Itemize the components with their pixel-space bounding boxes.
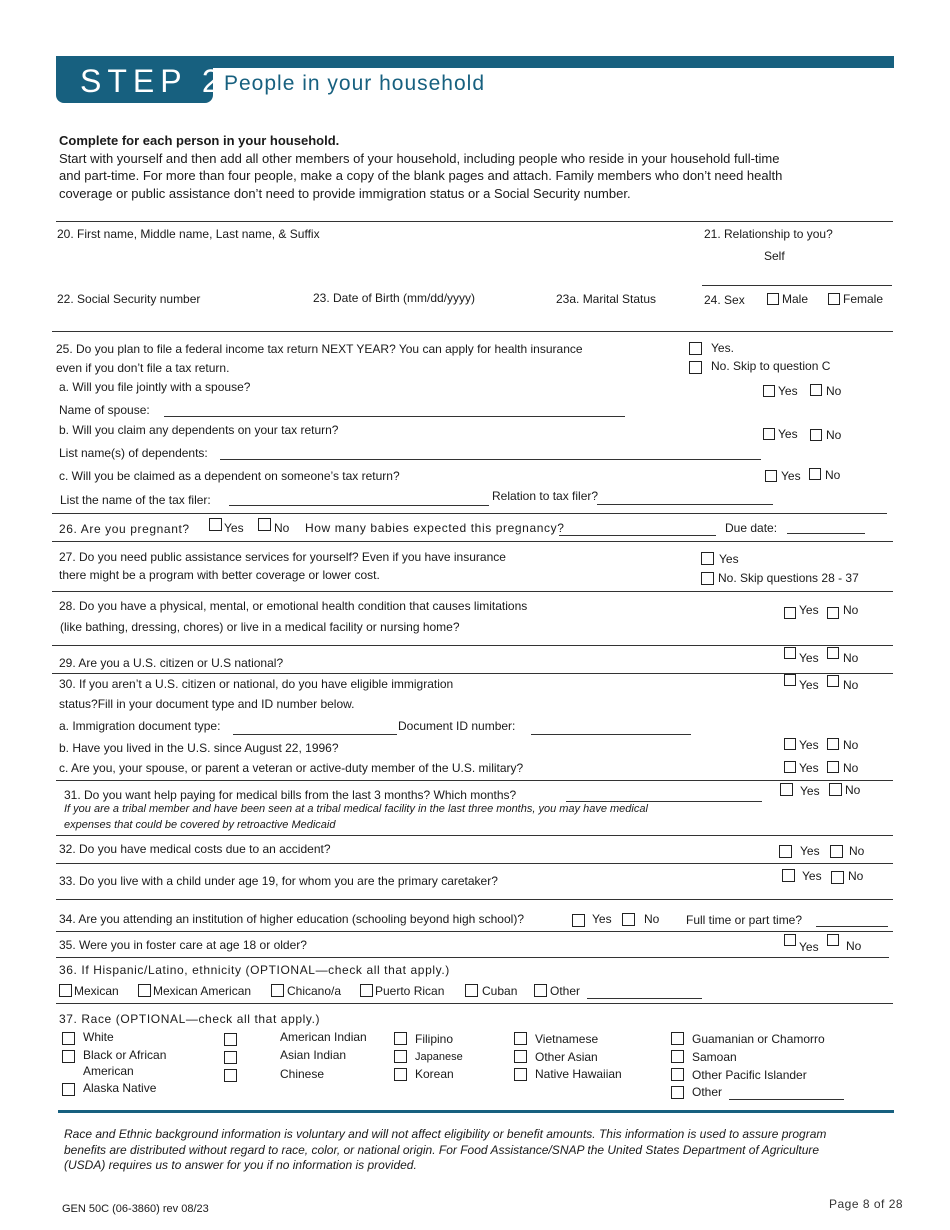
q31-note-2: expenses that could be covered by retroactive Medicaid [64,819,336,831]
q26-no-label: No [274,521,290,535]
q37-option-label: American [83,1064,134,1078]
q26-yes-checkbox[interactable] [209,518,222,531]
q30-no-label: No [843,678,859,692]
q25b-yes-checkbox[interactable] [763,428,775,440]
q27-yes-label: Yes [719,552,739,566]
q25a-no-checkbox[interactable] [810,384,822,396]
q30c-yes-label: Yes [799,761,819,775]
spouse-name-field[interactable] [164,416,625,417]
q37-option-label: Guamanian or Chamorro [692,1032,825,1046]
babies-field[interactable] [559,535,716,536]
q30a-docid-label: Document ID number: [398,719,516,733]
intro-line-2: and part-time. For more than four people, make a copy of the blank pages and attach. Family members who don’t need health [59,168,783,183]
intro-heading: Complete for each person in your household. [59,133,340,148]
q28-yes-checkbox[interactable] [784,607,796,619]
q36-other-field[interactable] [587,998,702,999]
q25a-label: a. Will you file jointly with a spouse? [59,380,251,394]
q25-no-label: No. Skip to question C [711,359,831,373]
q37-option-label: White [83,1030,114,1044]
divider [52,673,893,674]
q24-label: 24. Sex [704,293,745,307]
q22-label: 22. Social Security number [57,292,201,306]
q37-japanese-checkbox[interactable] [394,1050,407,1063]
q26-yes-label: Yes [224,521,244,535]
q30c-no-label: No [843,761,859,775]
q36-cuban-checkbox[interactable] [465,984,478,997]
divider [56,863,893,864]
q27-no-label: No. Skip questions 28 - 37 [718,571,859,585]
q23-label: 23. Date of Birth (mm/dd/yyyy) [313,291,476,305]
q23a-label: 23a. Marital Status [556,292,657,306]
which-months-field[interactable] [566,801,762,802]
q37-samoan-checkbox[interactable] [671,1050,684,1063]
q35-yes-checkbox[interactable] [784,934,796,946]
q36-chicano-checkbox[interactable] [271,984,284,997]
intro-line-1: Start with yourself and then add all other members of your household, including people who reside in your household full-time [59,151,780,166]
q25b-yes-label: Yes [778,427,798,441]
q35-label: 35. Were you in foster care at age 18 or older? [59,938,307,952]
q37-option-label: American Indian [280,1030,367,1044]
due-date-field[interactable] [787,533,865,534]
q32-no-checkbox[interactable] [830,845,843,858]
q26-label: 26. Are you pregnant? [59,522,190,536]
divider [52,331,893,332]
footer-note-2: benefits are distributed without regard to race, color, or national origin. For Food Assistance/SNAP the United States Department of Agriculture [64,1143,820,1157]
q37-guamanian-checkbox[interactable] [671,1032,684,1045]
q24-female-label: Female [843,292,884,306]
divider [56,221,893,222]
q25c-no-label: No [825,468,841,482]
q36-option-label: Other [550,984,581,998]
q30a-label: a. Immigration document type: [59,719,221,733]
q37-other-checkbox[interactable] [671,1086,684,1099]
q37-asian-indian-checkbox[interactable] [224,1051,237,1064]
q30b-yes-checkbox[interactable] [784,738,796,750]
footer-rule [58,1110,894,1113]
divider [56,835,893,836]
divider [56,1003,893,1004]
q37-other-asian-checkbox[interactable] [514,1050,527,1063]
full-part-time-field[interactable] [816,926,888,927]
q28-line-2: (like bathing, dressing, chores) or live in a medical facility or nursing home? [60,620,460,634]
q37-option-label: Other Asian [535,1050,598,1064]
q28-yes-label: Yes [799,603,819,617]
q37-korean-checkbox[interactable] [394,1068,407,1081]
q25a-yes-checkbox[interactable] [763,385,775,397]
q25a-spouse-label: Name of spouse: [59,403,150,417]
q37-native-hawaiian-checkbox[interactable] [514,1068,527,1081]
q32-label: 32. Do you have medical costs due to an accident? [59,842,331,856]
q25c-tax-filer-label: List the name of the tax filer: [60,493,211,507]
q30b-no-label: No [843,738,859,752]
q37-option-label: Filipino [415,1032,454,1046]
q37-other-field[interactable] [729,1099,844,1100]
dependents-field[interactable] [220,459,761,460]
relation-field[interactable] [597,504,773,505]
q25c-yes-checkbox[interactable] [765,470,777,482]
q21-value[interactable]: Self [764,249,785,263]
q35-yes-label: Yes [799,940,819,954]
q36-mexican-checkbox[interactable] [59,984,72,997]
q25b-no-checkbox[interactable] [810,429,822,441]
q34-no-label: No [644,912,660,926]
divider [52,513,887,514]
q37-american-indian-checkbox[interactable] [224,1033,237,1046]
q24-female-checkbox[interactable] [828,293,840,305]
q31-note-1: If you are a tribal member and have been seen at a tribal medical facility in the last three months, you may have medical [64,803,648,815]
q31-yes-checkbox[interactable] [780,783,793,796]
q36-option-label: Mexican [74,984,119,998]
q25b-dependents-label: List name(s) of dependents: [59,446,208,460]
q30-line-1: 30. If you aren’t a U.S. citizen or national, do you have eligible immigration [59,677,454,691]
q33-no-label: No [848,869,864,883]
q36-option-label: Cuban [482,984,518,998]
q37-black-checkbox[interactable] [62,1050,75,1063]
q29-no-label: No [843,651,859,665]
q36-puerto-rican-checkbox[interactable] [360,984,373,997]
footer-note-3: (USDA) requires us to answer for you if no information is provided. [64,1158,417,1172]
q37-option-label: Asian Indian [280,1048,347,1062]
q37-option-label: Black or African [83,1048,167,1062]
section-title: People in your household [224,72,486,95]
q27-no-checkbox[interactable] [701,572,714,585]
q25b-no-label: No [826,428,842,442]
divider [52,591,893,592]
q32-yes-label: Yes [800,844,820,858]
q29-yes-label: Yes [799,651,819,665]
q28-line-1: 28. Do you have a physical, mental, or emotional health condition that causes limitations [59,599,528,613]
q30-line-2: status?Fill in your document type and ID number below. [59,697,355,711]
q29-no-checkbox[interactable] [827,647,839,659]
q37-option-label: Japanese [415,1051,463,1063]
q37-white-checkbox[interactable] [62,1032,75,1045]
q30c-no-checkbox[interactable] [827,761,839,773]
q30b-label: b. Have you lived in the U.S. since August 22, 1996? [59,741,339,755]
footer-note-1: Race and Ethnic background information is voluntary and will not affect eligibility or benefit amounts. This information is used to assure program [64,1127,827,1141]
q25-line-2: even if you don’t file a tax return. [56,361,230,375]
divider [52,541,893,542]
q28-no-checkbox[interactable] [827,607,839,619]
q33-no-checkbox[interactable] [831,871,844,884]
q36-label: 36. If Hispanic/Latino, ethnicity (OPTIONAL—check all that apply.) [59,963,450,977]
q37-option-label: Korean [415,1067,454,1081]
tax-filer-field[interactable] [229,505,489,506]
q36-option-label: Puerto Rican [375,984,445,998]
q31-yes-label: Yes [800,784,820,798]
divider [52,645,893,646]
q37-option-label: Other Pacific Islander [692,1068,807,1082]
q37-other-pacific-islander-checkbox[interactable] [671,1068,684,1081]
q25-yes-checkbox[interactable] [689,342,702,355]
divider [56,780,893,781]
q32-yes-checkbox[interactable] [779,845,792,858]
q36-option-label: Chicano/a [287,984,342,998]
q37-option-label: Chinese [280,1067,325,1081]
q37-option-label: Alaska Native [83,1081,157,1095]
q25c-relation-label: Relation to tax filer? [492,489,599,503]
q37-option-label: Samoan [692,1050,737,1064]
step-label: STEP 2 [80,63,226,99]
q25c-label: c. Will you be claimed as a dependent on someone’s tax return? [59,469,400,483]
q26-due-label: Due date: [725,521,778,535]
divider [56,957,889,958]
q37-filipino-checkbox[interactable] [394,1032,407,1045]
q30-yes-label: Yes [799,678,819,692]
divider [56,899,893,900]
q37-option-label: Other [692,1085,723,1099]
q25a-yes-label: Yes [778,384,798,398]
form-id: GEN 50C (06-3860) rev 08/23 [62,1203,209,1215]
q30c-label: c. Are you, your spouse, or parent a veteran or active-duty member of the U.S. military? [59,761,524,775]
immigration-doc-type-field[interactable] [233,734,397,735]
q29-label: 29. Are you a U.S. citizen or U.S national? [59,656,284,670]
q20-label: 20. First name, Middle name, Last name, & Suffix [57,227,320,241]
q25c-yes-label: Yes [781,469,801,483]
q33-yes-checkbox[interactable] [782,869,795,882]
q37-option-label: Vietnamese [535,1032,599,1046]
q30b-no-checkbox[interactable] [827,738,839,750]
q31-no-label: No [845,783,861,797]
q25b-label: b. Will you claim any dependents on your tax return? [59,423,339,437]
q36-option-label: Mexican American [153,984,252,998]
q34-yes-label: Yes [592,912,612,926]
q29-yes-checkbox[interactable] [784,647,796,659]
q36-other-checkbox[interactable] [534,984,547,997]
q35-no-checkbox[interactable] [827,934,839,946]
q26-no-checkbox[interactable] [258,518,271,531]
q37-vietnamese-checkbox[interactable] [514,1032,527,1045]
q25-no-checkbox[interactable] [689,361,702,374]
q28-no-label: No [843,603,859,617]
q37-chinese-checkbox[interactable] [224,1069,237,1082]
q30-yes-checkbox[interactable] [784,674,796,686]
q34-label: 34. Are you attending an institution of higher education (schooling beyond high school)? [59,912,524,926]
q25-line-1: 25. Do you plan to file a federal income tax return NEXT YEAR? You can apply for health insurance [56,342,583,356]
q30c-yes-checkbox[interactable] [784,761,796,773]
document-id-field[interactable] [531,734,691,735]
q21-label: 21. Relationship to you? [704,227,833,241]
q25c-no-checkbox[interactable] [809,468,821,480]
q35-no-label: No [846,939,862,953]
q34-yes-checkbox[interactable] [572,914,585,927]
q34-no-checkbox[interactable] [622,913,635,926]
q33-yes-label: Yes [802,869,822,883]
q37-option-label: Native Hawaiian [535,1067,622,1081]
intro-line-3: coverage or public assistance don’t need to provide immigration status or a Social Security number. [59,186,631,201]
q27-line-1: 27. Do you need public assistance services for yourself? Even if you have insurance [59,550,506,564]
q34-fullpart-label: Full time or part time? [686,913,803,927]
q30-no-checkbox[interactable] [827,675,839,687]
q30b-yes-label: Yes [799,738,819,752]
q37-alaska-native-checkbox[interactable] [62,1083,75,1096]
q33-label: 33. Do you live with a child under age 19, for whom you are the primary caretaker? [59,874,498,888]
q26-babies-label: How many babies expected this pregnancy? [305,521,565,535]
page-number: Page 8 of 28 [829,1197,904,1211]
q32-no-label: No [849,844,865,858]
q24-male-label: Male [782,292,809,306]
q36-mexican-american-checkbox[interactable] [138,984,151,997]
q27-yes-checkbox[interactable] [701,552,714,565]
q27-line-2: there might be a program with better coverage or lower cost. [59,568,380,582]
divider [56,931,893,932]
q31-line-1: 31. Do you want help paying for medical bills from the last 3 months? Which months? [64,788,517,802]
q31-no-checkbox[interactable] [829,783,842,796]
q25-yes-label: Yes. [711,341,734,355]
q37-label: 37. Race (OPTIONAL—check all that apply.) [59,1012,321,1026]
q25a-no-label: No [826,384,842,398]
q24-male-checkbox[interactable] [767,293,779,305]
divider [702,285,892,286]
